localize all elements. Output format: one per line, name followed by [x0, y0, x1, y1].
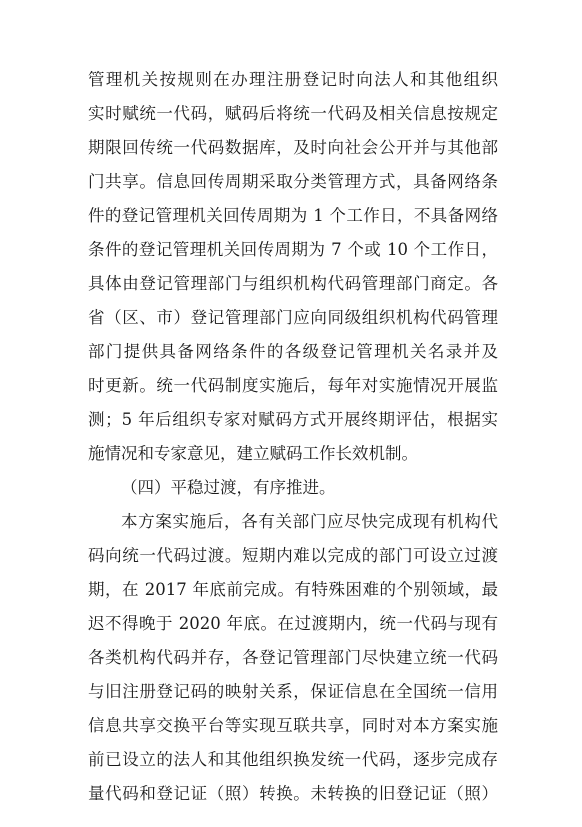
text-line-12: 施情况和专家意见，建立赋码工作长效机制。	[88, 444, 418, 463]
text-line-16: 期，在 2017 年底前完成。有特殊困难的个别领域，最	[88, 580, 498, 599]
text-line-11: 测；5 年后组织专家对赋码方式开展终期评估，根据实	[88, 410, 498, 429]
text-line-15: 码向统一代码过渡。短期内难以完成的部门可设立过渡	[88, 546, 498, 565]
text-line-20: 信息共享交换平台等实现互联共享，同时对本方案实施	[88, 716, 498, 735]
text-line-1: 管理机关按规则在办理注册登记时向法人和其他组织	[88, 70, 498, 89]
text-line-5: 件的登记管理机关回传周期为 1 个工作日，不具备网络	[88, 206, 498, 225]
text-line-22: 量代码和登记证（照）转换。未转换的旧登记证（照）	[88, 784, 498, 803]
text-line-8: 省（区、市）登记管理部门应向同级组织机构代码管理	[88, 308, 498, 327]
text-line-4: 门共享。信息回传周期采取分类管理方式，具备网络条	[88, 172, 498, 191]
text-line-17: 迟不得晚于 2020 年底。在过渡期内，统一代码与现有	[88, 614, 498, 633]
text-line-14: 本方案实施后，各有关部门应尽快完成现有机构代	[121, 512, 498, 531]
text-line-7: 具体由登记管理部门与组织机构代码管理部门商定。各	[88, 274, 498, 293]
text-line-3: 期限回传统一代码数据库，及时向社会公开并与其他部	[88, 138, 498, 157]
text-line-6: 条件的登记管理机关回传周期为 7 个或 10 个工作日，	[88, 240, 498, 259]
text-line-2: 实时赋统一代码，赋码后将统一代码及相关信息按规定	[88, 104, 498, 123]
section-heading: （四）平稳过渡，有序推进。	[121, 478, 336, 497]
text-line-18: 各类机构代码并存，各登记管理部门尽快建立统一代码	[88, 648, 498, 667]
text-line-9: 部门提供具备网络条件的各级登记管理机关名录并及	[88, 342, 498, 361]
text-line-10: 时更新。统一代码制度实施后，每年对实施情况开展监	[88, 376, 498, 395]
text-line-19: 与旧注册登记码的映射关系，保证信息在全国统一信用	[88, 682, 498, 701]
text-line-21: 前已设立的法人和其他组织换发统一代码，逐步完成存	[88, 750, 498, 769]
